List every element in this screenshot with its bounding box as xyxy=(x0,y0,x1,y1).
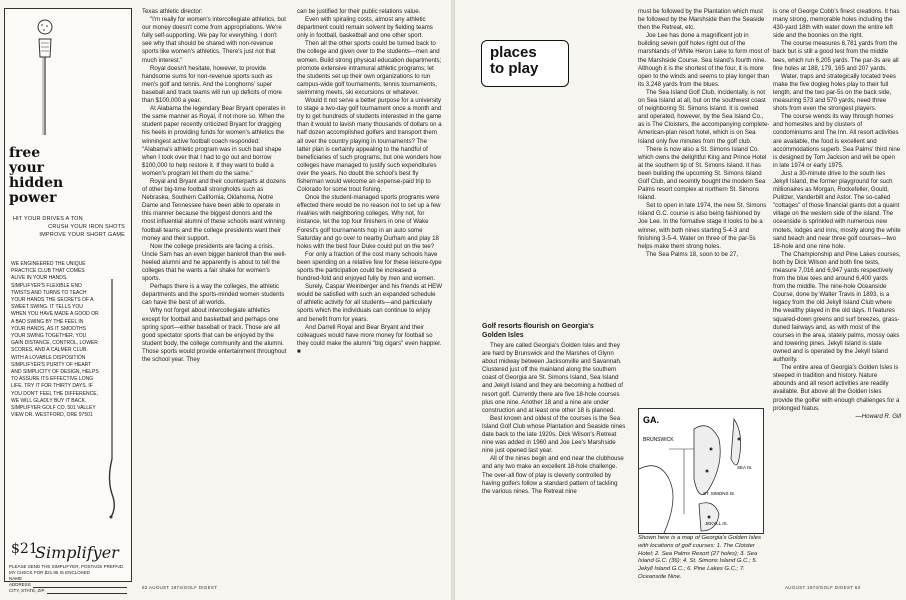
article-paragraph: "I'm really for women's intercollegiate athletics, but our money doesn't come from appropriations. We're fully self-supporting. We pay for everything. I don't see why that should be shared with non-revenue sports like women's athletics. There's just not that much interest." xyxy=(142,16,286,64)
article-paragraph: Water, traps and strategically located trees make the five dogleg holes play to their full length, and the two par-5s on the back side, measuring 573 and 570 yards, need three shots from even the strongest players. xyxy=(773,72,896,113)
article-paragraph: Would it not serve a better purpose for a university to stage a two-day golf tournament once a month and try to get hundreds of students interested in the game than it would to lavish many thousands of dollars on a half dozen accomplished golfers and transport them all over the country playing in tournaments? The latter plan is certainly appealing to the handful of beneficiaries of such programs, but one wonders how colleges have managed to justify such expenditures over the years. No doubt the school's best fly fisherman would welcome an expense-paid trip to Colorado for some trout fishing. xyxy=(297,97,442,194)
map-label-brunswick: BRUNSWICK xyxy=(643,437,674,443)
simplifyer-advertisement xyxy=(4,8,132,593)
article-headline: Golf resorts flourish on Georgia's Golden Isles xyxy=(482,323,594,339)
ad-price: $21. xyxy=(11,541,43,557)
flexible-club-icon xyxy=(99,279,125,519)
article-paragraph: can be justified for their public relations value. xyxy=(297,8,421,15)
article-byline: —Howard R. Gill xyxy=(855,412,901,420)
article-paragraph: The course wends its way through homes and homesites and by clusters of condominiums and The Inn. All resort activities are available, the food is excellent and accommodations superb. Sea Palms' third nine is designed by Tom Jackson and will be open in late 1974 or early 1975. xyxy=(773,113,901,169)
article-paragraph: There is now also a St. Simons Island Co. which owns the delightful King and Prince Hotel at the southern tip of St. Simons Island. It has been building the upcoming St. Simons Island Golf Club, and recently bought the modern Sea Palms resort complex at northern St. Simons Island. xyxy=(638,145,767,202)
article-paragraph: Joe Lee has done a magnificent job in building seven golf holes right out of the marshlands of White Heron Lake to form most of the Marshside Course. Sea Island's fourth nine. Although it is the shortest of the four, it is more open to the winds and seems to play longer than its 3,248 yards from the blues. xyxy=(638,32,770,88)
coupon-field-label: ADDRESS xyxy=(9,582,31,587)
golf-club-icon xyxy=(25,17,65,137)
coupon-text: PLEASE SEND THE SIMPLIFYER, POSTAGE PREPAID. MY CHECK FOR $21.95 IS ENCLOSED xyxy=(9,564,125,575)
ad-slogan xyxy=(13,215,125,239)
article-column-2 xyxy=(297,8,442,356)
article-paragraph: Now the college presidents are facing a crisis. Uncle Sam has an even bigger bankroll than the well-heeled alumni and he apparently is about to tell the colleges that he wants a fair shake for women's sports. xyxy=(142,242,287,283)
article-paragraph: Royal and Bryant and their counterparts at dozens of other big-time football strongholds such as Nebraska, Southern California, Oklahoma, Notre Dame and Tennessee have been able to operate in this manner because the biggest donors and the most influential alumni of these schools want winning football teams and the college presidents want their money and their support. xyxy=(142,177,286,242)
article-paragraph: The Sea Palms 18, soon to be 27, xyxy=(646,250,739,258)
right-page xyxy=(455,0,906,600)
article-paragraph: is one of George Cobb's finest creations. It has many strong, memorable holes including the 430-yard 18th with water down the entire left side and the boonies on the right. xyxy=(773,8,900,40)
ad-title xyxy=(9,146,127,206)
section-title-line: places xyxy=(490,44,537,61)
article-paragraph: The course measures 6,781 yards from the back but is still a good test from the middle tees, which run 6,205 yards. The par-3s are all fine holes at 188, 179, 165 and 207 yards. xyxy=(773,40,899,72)
resort-column-1-lower xyxy=(482,342,626,496)
resort-column-2 xyxy=(638,8,770,259)
page-folio-right: AUGUST 1974/GOLF DIGEST 63 xyxy=(785,585,861,590)
article-paragraph: Even with spiraling costs, almost any athletic department could remain solvent by fielding teams only in football, basketball and one other sport. xyxy=(297,16,433,40)
article-paragraph: Surely, Caspar Weinberger and his friends at HEW would be satisfied with such an expanded schedule of athletic activity for all students—and particularly sports which the individuals can continue to enjoy and benefit from for years. xyxy=(297,283,442,323)
article-paragraph: Then all the other sports could be turned back to the college and given over to the students—men and women. Build strong physical education departments; promote extensive intramural athletic programs; let the students set up their own organizations to run campus-wide golf tournaments, tennis tournaments, swimming meets, ski excursions or whatever. xyxy=(297,40,442,96)
ad-title-line: free xyxy=(9,145,41,161)
ad-brand-logo: Simplifyer xyxy=(35,543,119,562)
article-paragraph: Once the student-managed sports programs were effected there would be no reason not to set up a few rivalries with neighboring colleges. Why not, for instance, let the top four finishers in one of Wake Forest's golf tournaments hop in an auto some Saturday and go over to nearby Durham and play 18 holes with the best four Duke could put on the tee? xyxy=(297,194,441,250)
coupon-field-label: NAME xyxy=(9,576,23,581)
article-paragraph: The entire area of Georgia's Golden Isles is steeped in tradition and history. Nature abounds and all resort activities are readily available. But above all the Golden Isles provide the golfer with enough challenges for a prolonged hiatus. xyxy=(773,364,900,412)
ad-title-line: power xyxy=(9,190,57,206)
article-paragraph: At Alabama the legendary Bear Bryant operates in the same manner as Royal, if not more so. When the student paper recently criticized Bryant for dragging his heels in providing funds for women's athletics the winningest active football coach responded: "Alabama's athletic program was in such bad shape when I took over that I had to go out and borrow $100,000 to help restore it. If they want to build a women's program let them do the same." xyxy=(142,105,286,177)
article-paragraph: The Sea Island Golf Club, incidentally, is not on Sea Island at all, but on the southwest coast of neighboring St. Simons Island. It is owned and operated, however, by the Sea Island Co., as is The Cloisters, the accompanying complete-American-plan resort hotel, which is on Sea Island only five minutes from the golf club. xyxy=(638,88,770,145)
map-caption: Shown here is a map of Georgia's Golden Isles with locations of golf courses: 1. The Cloister Hotel; 2. Sea Palms Resort (27 holes); 3. Sea Island G.C. (36); 4. St. Simons Island G.C.; 5. Jekyll Island G.C.; 6. Pine Lakes G.C.; 7. Oceanside Nine. xyxy=(638,535,761,580)
coupon-field-label: CITY, STATE, ZIP xyxy=(9,588,45,593)
section-title xyxy=(490,45,538,77)
golden-isles-map xyxy=(638,408,764,534)
page-folio-left: 62 AUGUST 1974/GOLF DIGEST xyxy=(142,585,218,590)
article-paragraph: must be followed by the Plantation which must be followed by the Marshside then the Seaside then the Retreat, etc. xyxy=(638,8,765,32)
resort-column-3 xyxy=(773,8,901,421)
article-paragraph: And Darrell Royal and Bear Bryant and their colleagues would have more money for football so they could make the alumni "big cigars" even happier. ■ xyxy=(297,323,442,355)
article-paragraph: All of the nines begin and end near the clubhouse and any two make an excellent 18-hole challenge. The over-all flow of play is cleverly controlled by having golfers follow a standard pattern of tackling the various nines. The Retreat nine xyxy=(482,455,624,495)
map-label-jekyll: JEKYLL IS. xyxy=(705,521,728,526)
map-drawing xyxy=(639,409,763,533)
article-paragraph: For only a fraction of the cost many schools have been spending on a relative few for these leisure-type sports the participation could be increased a hundred-fold and enjoyed fully by men and women. xyxy=(297,250,442,283)
ad-title-line: hidden xyxy=(9,175,64,191)
article-paragraph: Royal doesn't hesitate, however, to provide handsome sums for non-revenue sports such as men's golf and tennis. And the Longhorns' super baseball and track teams will run up deficits of more than $100,000 a year. xyxy=(142,64,282,105)
left-page xyxy=(0,0,451,600)
article-paragraph: The Championship and Pine Lakes courses, both by Dick Wilson and both fine tests, measure 7,016 and 6,947 yards respectively from the blue tees and around 6,400 yards from the middle. The nine-hole Oceanside Course, done by Walter Travis in 1893, is a legacy from the old Jekyll Island Club where the wealthy played in the old days. It features squared-down greens and surf breezes, grass-duned fairways and, as with most of the courses in the area, stately palms, mossy oaks and towering pines. Jekyll Island is state owned and is operated by the Jekyll Island authority. xyxy=(773,250,901,364)
ad-slogan-line: CRUSH YOUR IRON SHOTS xyxy=(48,224,125,230)
map-label-sea-island: SEA IS. xyxy=(737,465,753,470)
article-paragraph: Perhaps there is a way the colleges, the athletic departments and the sports-minded women students can have the best of all worlds. xyxy=(142,283,285,307)
article-paragraph: Set to open in late 1974, the new St. Simons Island G.C. course is also being fashioned by Joe Lee. In the formative stage it looks to be a winner, with both nines starting 5-4-3 and finishing 3-5-4. Water on three of the par-5s helps make them strong holes. xyxy=(638,202,767,250)
ad-title-line: your xyxy=(9,160,45,176)
ad-body-text: WE ENGINEERED THE UNIQUE PRACTICE CLUB THAT COMES ALIVE IN YOUR HANDS. SIMPLIFYER'S FLEXIBLE END TWISTS AND TURNS TO TEACH YOUR HANDS THE SECRETS OF A SWEET SWING. IT TELLS YOU WHEN YOU HAVE MADE A GOOD OR A BAD SWING BY THE FEEL IN YOUR HANDS, AS IT SMOOTHS YOUR SWING TOGETHER, YOU GAIN DISTANCE, CONTROL, LOWER SCORES, AND A CALMER CLUB. WITH A LOVABLE DISPOSITION SIMPLIFYER'S PURITY OF HEART AND SIMPLICITY OF DESIGN, HELPS TO ASSURE ITS EFFECTIVE LONG LIFE. TRY IT FOR THIRTY DAYS. IF YOU DON'T FEEL THE DIFFERENCE, WE WILL GLADLY BUY IT BACK. SIMPLIFYER GOLF CO. 501 VALLEY VIEW DR. WESTFORD, ORE 97501 xyxy=(11,261,99,419)
article-paragraph: Best known and oldest of the courses is the Sea Island Golf Club whose Plantation and Seaside nines date back to the late 1920s. Dick Wilson's Retreat nine was added in 1960 and Joe Lee's Marshside nine just opened last year. xyxy=(482,414,626,455)
map-label-state: GA. xyxy=(643,415,660,425)
ad-slogan-line: HIT YOUR DRIVES A TON xyxy=(13,216,83,222)
article-paragraph: Why not forget about intercollegiate athletics except for football and basketball and perhaps one spring sport—either baseball or track. Those are all good spectator sports that can be enjoyed by the student body, the college community and the alumni. Those sports would provide entertainment throughout the school year. They xyxy=(142,307,287,364)
section-title-line: to play xyxy=(490,60,539,77)
order-coupon xyxy=(9,564,127,594)
ad-slogan-line: IMPROVE YOUR SHORT GAME xyxy=(39,232,125,238)
coupon-city-line xyxy=(9,588,127,594)
article-paragraph: Texas athletic director: xyxy=(142,8,203,15)
article-column-1 xyxy=(142,8,287,364)
article-paragraph: They are called Georgia's Golden Isles and they are hard by Brunswick and the Marshes of Glynn about midway between Jacksonville and Savannah. Clustered just off the mainland along the southern coast of Georgia are St. Simons Island, Sea Island and Jekyll Island and they are becoming a hotbed of resort golf. Currently there are five 18-hole courses plus one nine. Another 18 and a nine are under construction and at least one other 18 is planned. xyxy=(482,342,623,414)
map-label-st-simons: ST. SIMONS IS. xyxy=(703,491,736,496)
section-title-box xyxy=(481,40,569,87)
article-paragraph: Just a 30-minute drive to the south lies Jekyll Island, the former playground for such millionaires as Morgan, Rockefeller, Gould, Pulitzer, Vanderbilt and Astor. The so-called "cottages" of those financial giants dot a quaint village on the western side of the island. The oceanside is sprinkled with numerous new motels, lodges and inns, mostly along the white sand beach and near three golf courses—two 18-hole and one nine hole. xyxy=(773,169,901,250)
